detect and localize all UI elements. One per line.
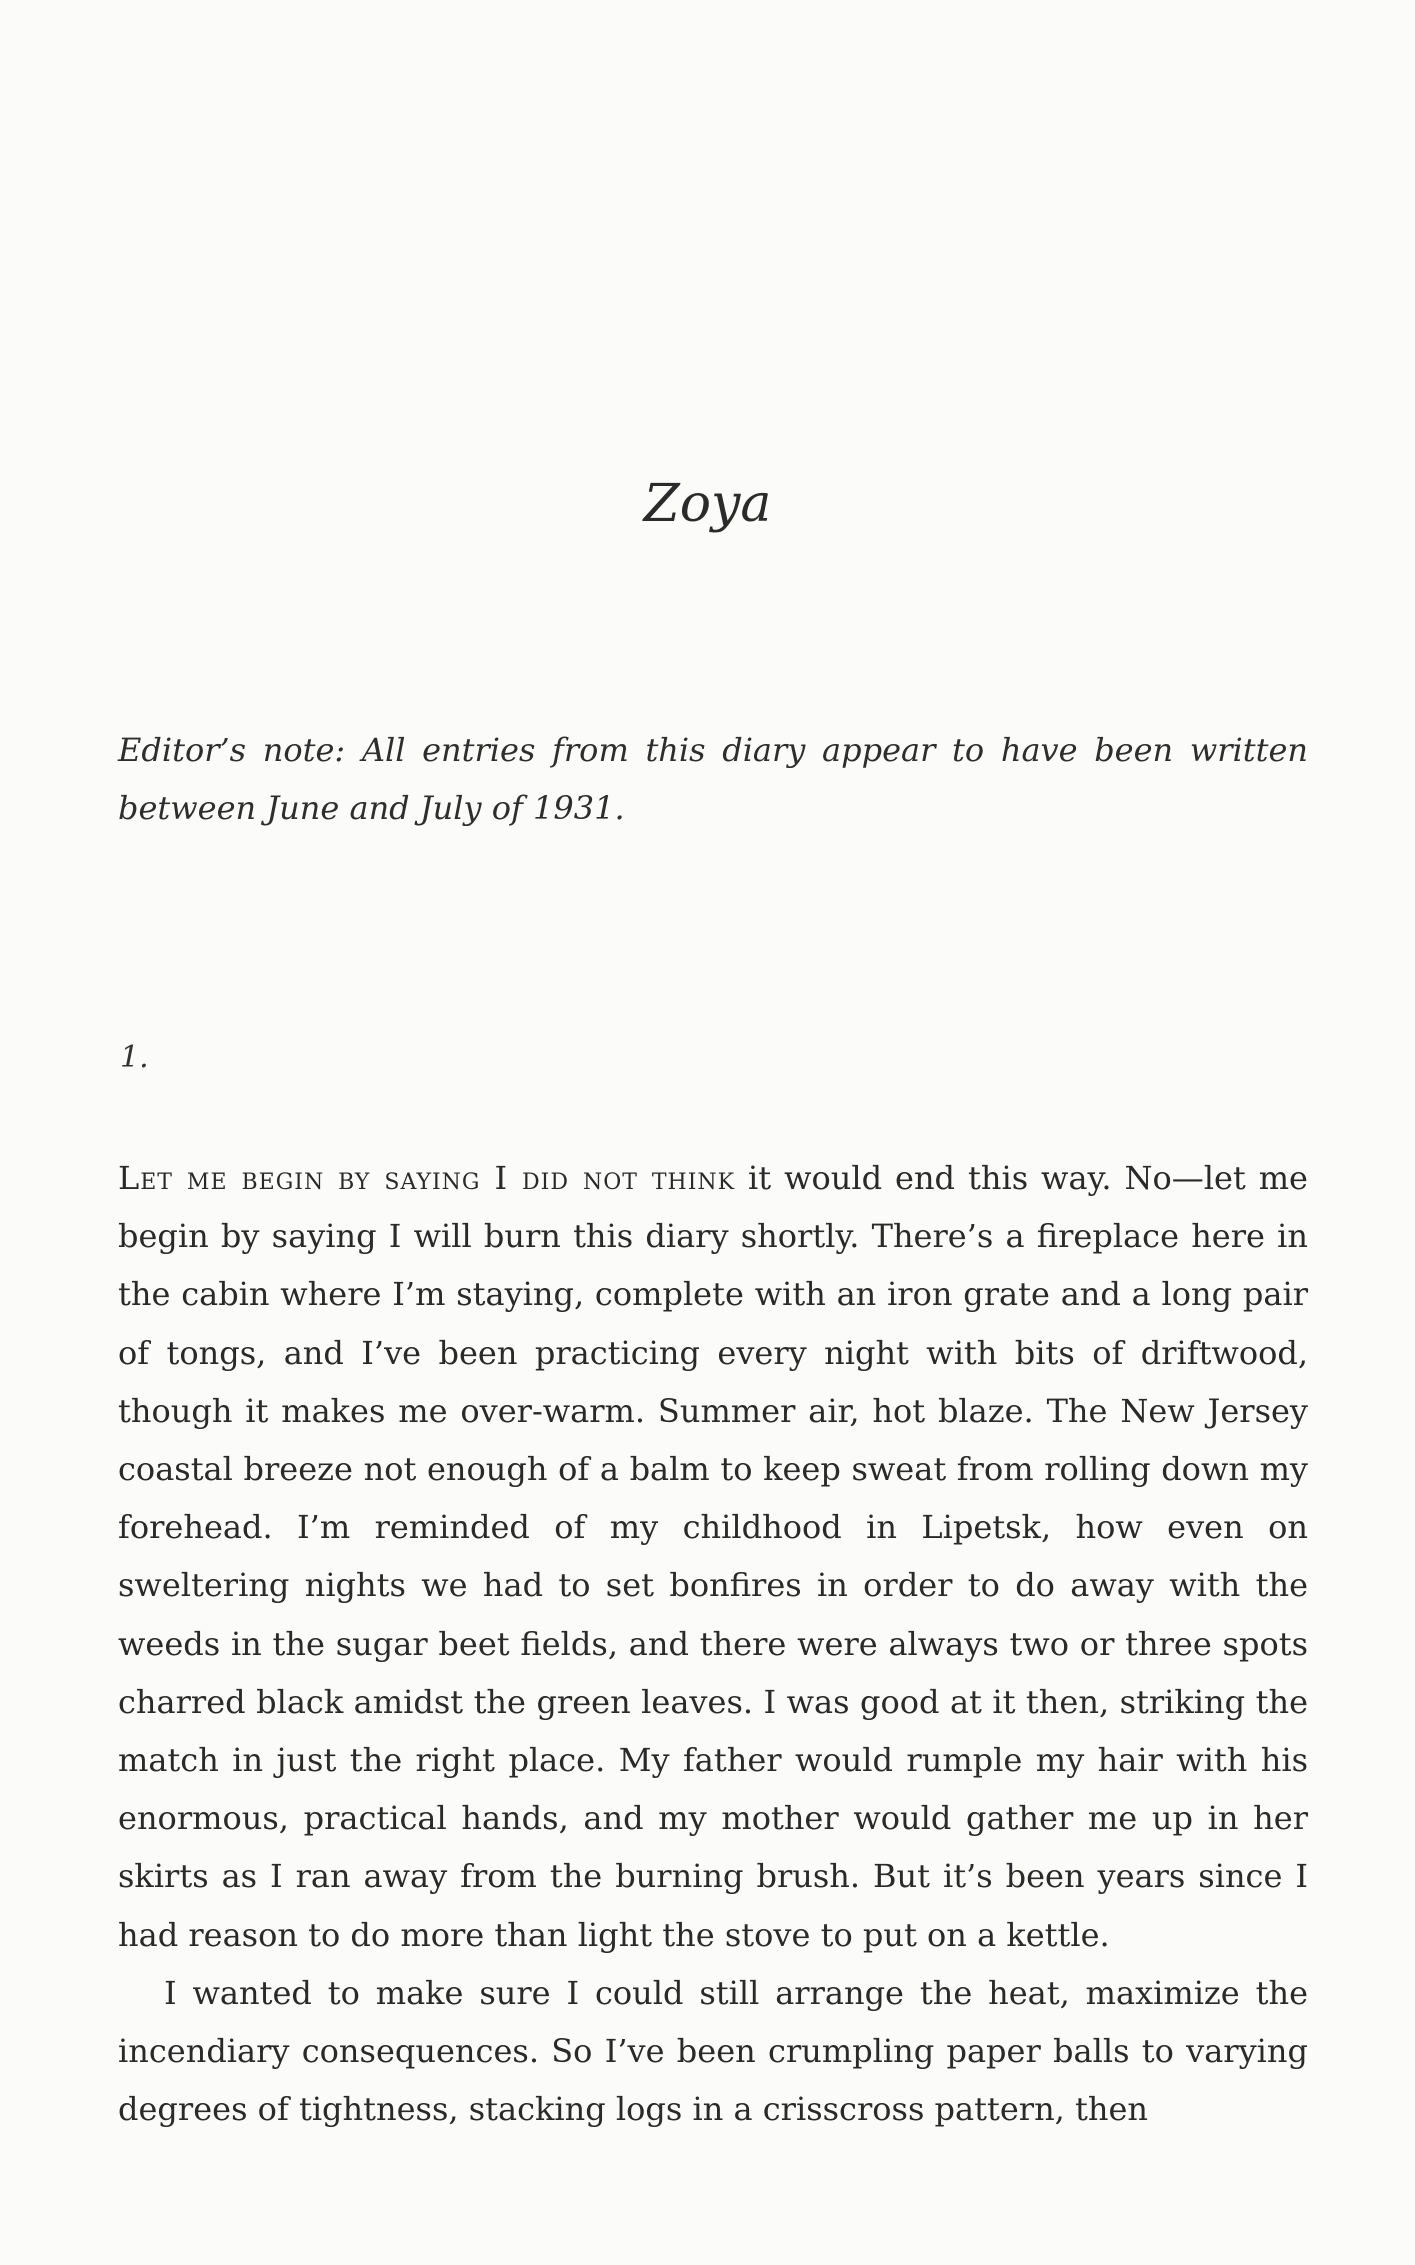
paragraph-1-text: it would end this way. No—let me begin by saying I will burn this diary shortly. There’s a fireplace here in the cabin where I’m staying, complete with an iron grate and a long pair of tongs, and I’ve been practicing every night with bits of driftwood, though it makes me over-warm. Summer air, hot blaze. The New Jersey coastal breeze not enough of a balm to keep sweat from rolling down my forehead. I’m reminded of my childhood in Lipetsk, how even on sweltering nights we had to set bonfires in order to do away with the weeds in the sugar beet fields, and there were always two or three spots charred black amidst the green leaves. I was good at it then, striking the match in just the right place. My father would rumple my hair with his enormous, practical hands, and my mother would gather me up in her skirts as I ran away from the burning brush. But it’s been years since I had reason to do more than light the stove to put on a kettle. [118,1159,1308,1954]
paragraph-2: I wanted to make sure I could still arrange the heat, maximize the incendiary consequences. So I’ve been crumpling paper balls to varying degrees of tightness, stacking logs in a crisscross pattern, then [118,1973,1308,2129]
opening-smallcaps: Let me begin by saying I did not think [118,1159,736,1197]
chapter-title: Zoya [643,474,772,534]
body-text [118,1149,1308,2138]
editors-note: Editor’s note: All entries from this diary appear to have been written between June and July of 1931. [118,731,1308,827]
paragraph-1 [118,1149,1308,1964]
section-number: 1. [120,1040,149,1075]
